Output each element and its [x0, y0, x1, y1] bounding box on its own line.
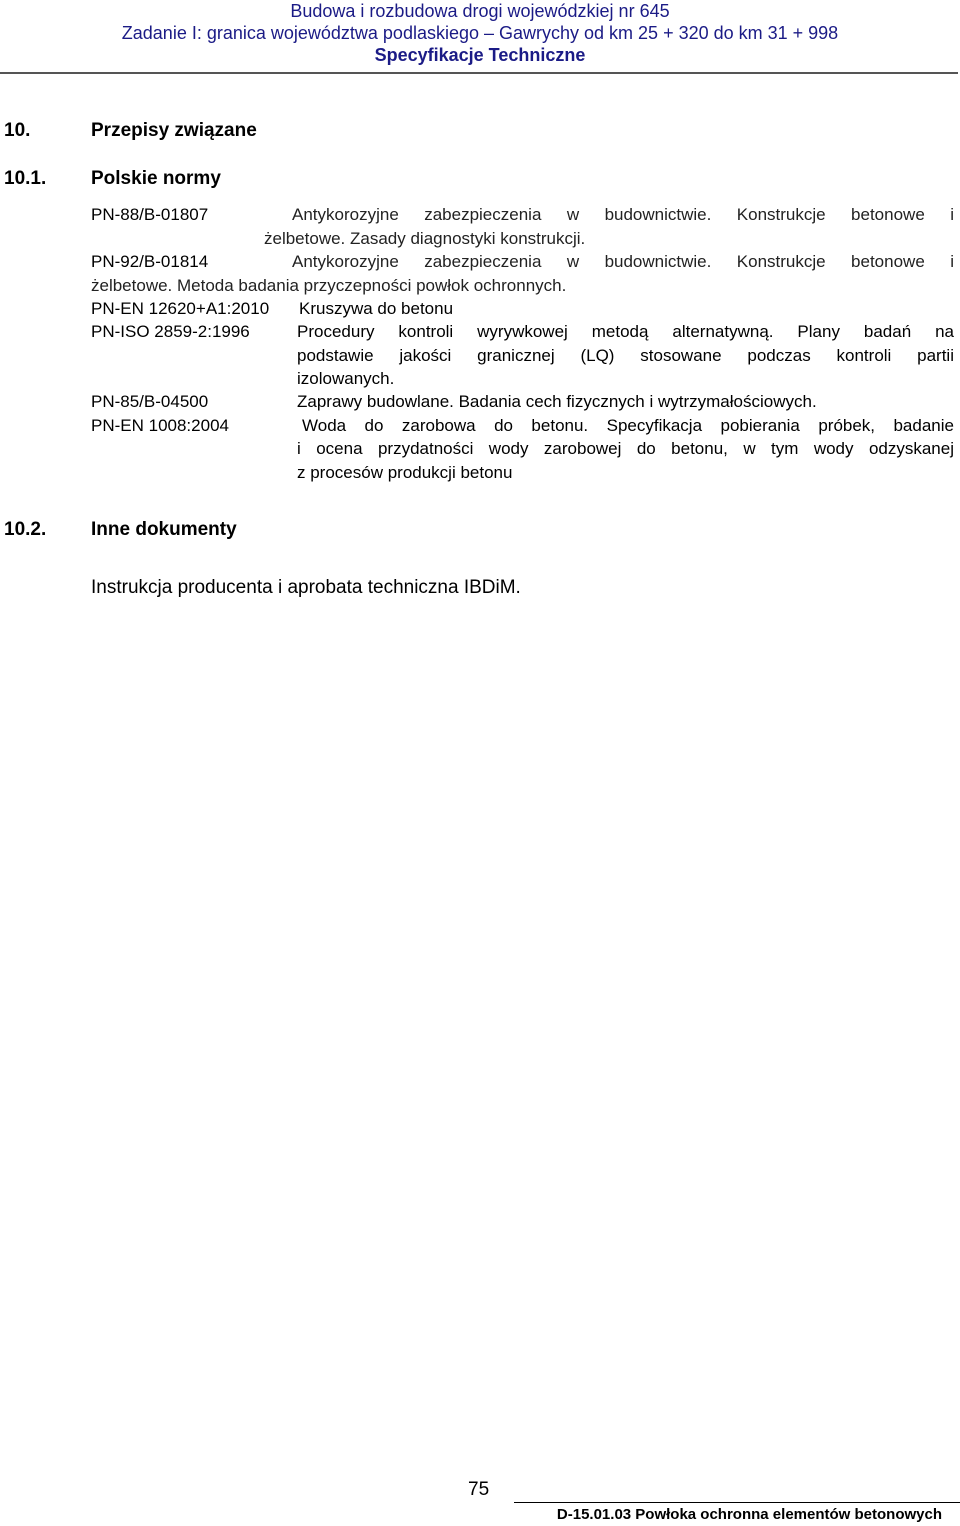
standard-code: PN-92/B-01814 — [91, 252, 209, 271]
section-title: Inne dokumenty — [91, 519, 237, 540]
standard-description-line: Procedury kontroli wyrywkowej metodą alternatywną. Plany badań na — [297, 322, 954, 341]
standard-code: PN-88/B-01807 — [91, 205, 209, 224]
standard-code: PN-85/B-04500 — [91, 392, 209, 411]
section-title: Polskie normy — [91, 168, 221, 189]
standard-description-line: z procesów produkcji betonu — [297, 463, 513, 482]
standard-description-line: podstawie jakości granicznej (LQ) stosowane podczas kontroli partii — [297, 346, 954, 365]
header-spec-title: Specyfikacje Techniczne — [374, 45, 586, 65]
header-task-title: Zadanie I: granica województwa podlaskiego – Gawrychy od km 25 + 320 do km 31 + 998 — [121, 23, 839, 43]
section-number: 10.2. — [4, 519, 47, 540]
standard-description-line: Kruszywa do betonu — [299, 299, 454, 318]
section-heading-10-2 — [4, 518, 404, 542]
section-number: 10.1. — [4, 168, 47, 189]
standard-description-line: Antykorozyjne zabezpieczenia w budownictwie. Konstrukcje betonowe i — [292, 252, 954, 271]
section-title: Przepisy związane — [91, 120, 257, 141]
footer-divider — [514, 1502, 960, 1503]
footer-document-id: D-15.01.03 Powłoka ochronna elementów betonowych — [556, 1506, 942, 1523]
section-number: 10. — [4, 120, 31, 141]
page-header — [0, 0, 960, 66]
standard-description-line: Woda do zarobowa do betonu. Specyfikacja pobierania próbek, badanie — [302, 416, 954, 435]
standard-description-line: Antykorozyjne zabezpieczenia w budownictwie. Konstrukcje betonowe i — [292, 205, 954, 224]
standard-description-line: żelbetowe. Metoda badania przyczepności powłok ochronnych. — [91, 276, 567, 295]
header-divider — [0, 72, 958, 74]
standard-description-line: izolowanych. — [297, 369, 395, 388]
standard-code: PN-ISO 2859-2:1996 — [91, 322, 250, 341]
other-documents-text: Instrukcja producenta i aprobata techniczna IBDiM. — [91, 577, 521, 598]
page-number: 75 — [468, 1479, 490, 1500]
header-project-title: Budowa i rozbudowa drogi wojewódzkiej nr 645 — [290, 1, 670, 21]
standard-code: PN-EN 1008:2004 — [91, 416, 229, 435]
standard-code: PN-EN 12620+A1:2010 — [91, 299, 270, 318]
section-heading-10-1 — [4, 167, 404, 191]
standard-description-line: Zaprawy budowlane. Badania cech fizycznych i wytrzymałościowych. — [297, 392, 817, 411]
standard-description-line: żelbetowe. Zasady diagnostyki konstrukcji. — [264, 229, 586, 248]
standard-description-line: i ocena przydatności wody zarobowej do betonu, w tym wody odzyskanej — [297, 439, 954, 458]
section-heading-10 — [4, 119, 404, 143]
